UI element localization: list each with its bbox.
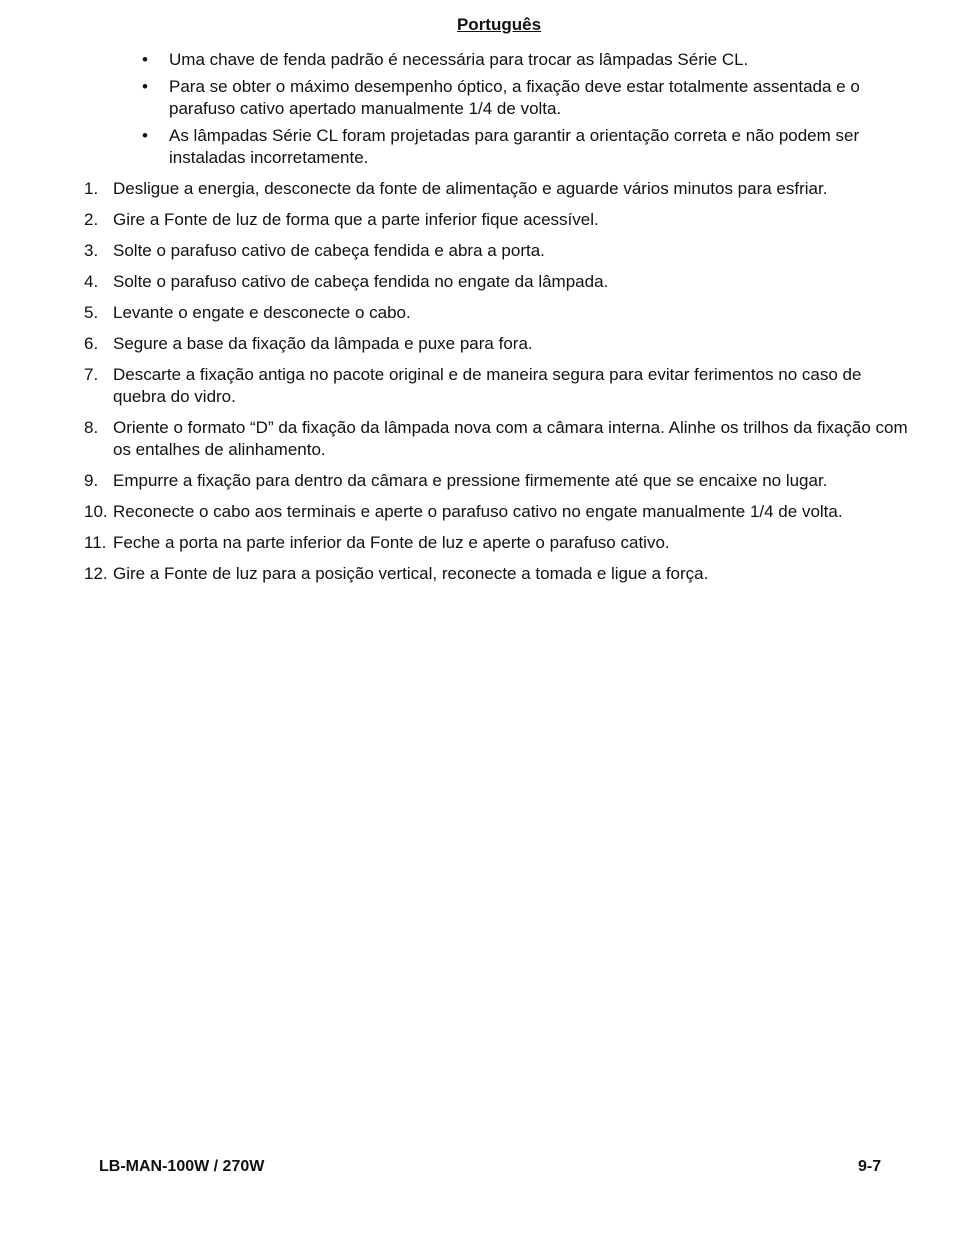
step-text: Empurre a fixação para dentro da câmara e pressione firmemente até que se encaixe no lugar. <box>113 471 828 490</box>
step-number: 9. <box>84 471 99 490</box>
step-text: Descarte a fixação antiga no pacote original e de maneira segura para evitar ferimentos no caso de quebra do vidro. <box>113 365 862 406</box>
step-item <box>84 364 919 408</box>
step-number: 1. <box>84 179 99 198</box>
step-text: Feche a porta na parte inferior da Fonte de luz e aperte o parafuso cativo. <box>113 533 670 552</box>
step-item <box>84 302 919 324</box>
bullet-item: • Para se obter o máximo desempenho óptico, a fixação deve estar totalmente assentada e o parafuso cativo apertado manualmente 1/4 de volta. <box>140 76 915 120</box>
step-text: Gire a Fonte de luz de forma que a parte inferior fique acessível. <box>113 210 599 229</box>
step-item <box>84 333 919 355</box>
step-item <box>84 271 919 293</box>
footer-page-number: 9-7 <box>858 1158 882 1175</box>
step-text: Segure a base da fixação da lâmpada e puxe para fora. <box>113 334 533 353</box>
footer-doc-id: LB-MAN-100W / 270W <box>99 1158 265 1175</box>
step-text: Oriente o formato “D” da fixação da lâmpada nova com a câmara interna. Alinhe os trilhos da fixação com os entalhes de alinhamento. <box>113 418 908 459</box>
step-number: 11. <box>84 533 107 552</box>
step-item <box>84 563 919 585</box>
section-title: Português <box>456 15 542 34</box>
step-number: 8. <box>84 418 99 437</box>
step-item <box>84 178 919 200</box>
step-item <box>84 209 919 231</box>
bullet-item: • As lâmpadas Série CL foram projetadas para garantir a orientação correta e não podem ser instaladas incorretamente. <box>140 125 915 169</box>
step-number: 6. <box>84 334 99 353</box>
step-number: 3. <box>84 241 99 260</box>
step-text: Solte o parafuso cativo de cabeça fendida e abra a porta. <box>113 241 545 260</box>
step-number: 2. <box>84 210 99 229</box>
step-text: Reconecte o cabo aos terminais e aperte o parafuso cativo no engate manualmente 1/4 de volta. <box>113 502 843 521</box>
step-number: 12. <box>84 564 108 583</box>
step-item <box>84 417 919 461</box>
bullet-list <box>140 49 915 174</box>
step-number: 5. <box>84 303 99 322</box>
steps-list <box>84 178 919 594</box>
step-text: Solte o parafuso cativo de cabeça fendida no engate da lâmpada. <box>113 272 609 291</box>
step-number: 10. <box>84 502 108 521</box>
step-item <box>84 532 919 554</box>
bullet-item: • Uma chave de fenda padrão é necessária para trocar as lâmpadas Série CL. <box>140 49 915 71</box>
step-text: Levante o engate e desconecte o cabo. <box>113 303 411 322</box>
step-item <box>84 470 919 492</box>
step-number: 4. <box>84 272 99 291</box>
step-number: 7. <box>84 365 99 384</box>
step-text: Desligue a energia, desconecte da fonte de alimentação e aguarde vários minutos para esfriar. <box>113 179 828 198</box>
step-item <box>84 501 919 523</box>
step-item <box>84 240 919 262</box>
step-text: Gire a Fonte de luz para a posição vertical, reconecte a tomada e ligue a força. <box>113 564 709 583</box>
